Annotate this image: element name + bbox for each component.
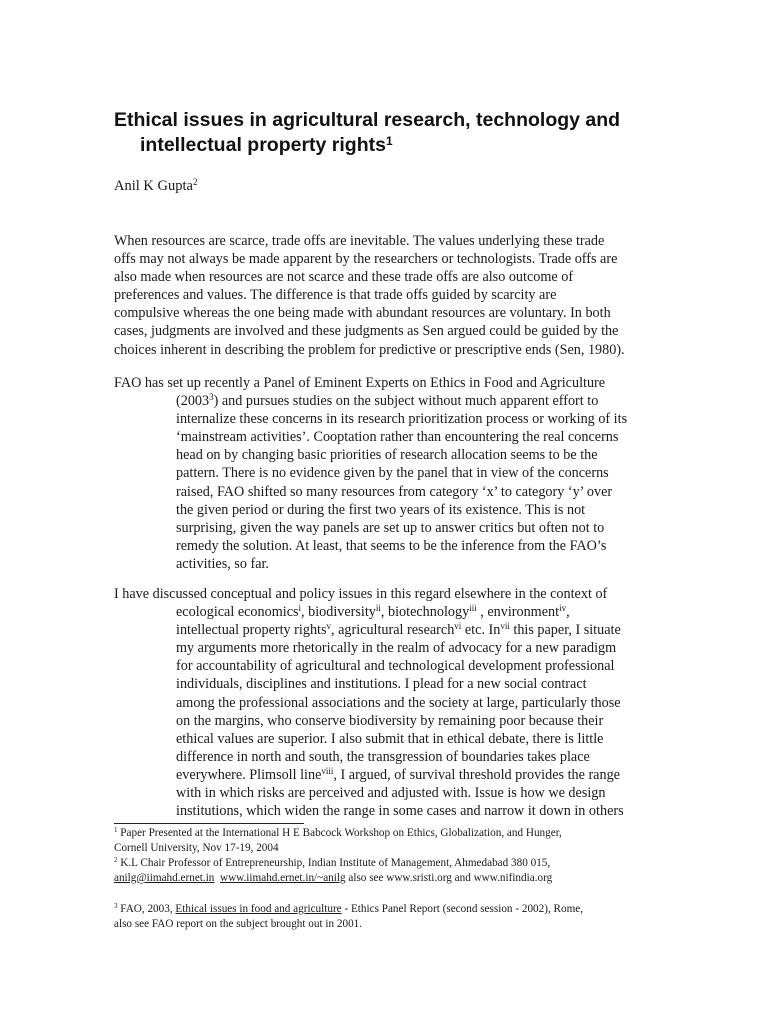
p2-line: head on by changing basic priorities of research allocation seems to be the [176, 447, 598, 464]
p3-line: for accountability of agricultural and technological development professional [176, 658, 615, 675]
p2-line: the given period or during the first two years of its existence. This is not [176, 501, 586, 518]
footnote-3: $^3$ FAO, 2003, Ethical issues in food and agriculture - Ethics Panel Report (second session - 2002), Rome, also see FAO report on the subject brought out in 2001. [114, 902, 584, 930]
footnote-ref-3: 3 [209, 392, 214, 403]
p1-line: offs may not always be made apparent by the researchers or technologists. Trade offs are [114, 251, 618, 268]
p2-line: FAO has set up recently a Panel of Eminent Experts on Ethics in Food and Agriculture [114, 375, 606, 391]
footnote-1: $^1$ Paper Presented at the International H E Babcock Workshop on Ethics, Globalization, and Hunger, Cornell University, Nov 17-19, 2004 [114, 826, 562, 854]
paragraph-3 [114, 585, 674, 820]
p3-line: everywhere. Plimsoll line$^{viii}$, I argued, of survival threshold provides the range [176, 765, 620, 783]
author-footnote-ref: 2 [192, 177, 198, 187]
author-name: Anil K Gupta [114, 178, 193, 194]
endnote-ref: viii [321, 765, 334, 776]
endnote-ref: i [298, 603, 302, 614]
paragraph-1 [114, 232, 674, 359]
title-line-1: Ethical issues in agricultural research, technology and [114, 109, 621, 131]
p3-line: individuals, disciplines and institutions. I plead for a new social contract [176, 676, 587, 693]
endnote-ref: iii [469, 603, 477, 614]
endnote-ref: vii [500, 621, 510, 632]
p1-line: cases, judgments are involved and these judgments as Sen argued could be guided by the [114, 323, 619, 340]
p3-line: on the margins, who conserve biodiversity by remaining poor because their [176, 712, 604, 729]
endnote-ref: ii [375, 603, 381, 614]
p3-line: intellectual property rights$^v$, agricultural research$^{vi}$ etc. In$^{vii}$ this paper, I situate [176, 621, 621, 639]
document-title [114, 108, 654, 158]
p2-line: ‘mainstream activities’. Cooptation rather than encountering the real concerns [176, 429, 619, 446]
p3-line: ecological economics$^i$, biodiversity$^{ii}$, biotechnology$^{iii}$ , environment$^{iv}$, [176, 603, 570, 621]
p1-line: When resources are scarce, trade offs are inevitable. The values underlying these trade [114, 233, 605, 249]
p2-line: surprising, given the way panels are set up to answer critics but often not to [176, 519, 605, 536]
website-link[interactable]: www.iimahd.ernet.in/~anilg [220, 872, 346, 884]
p2-line: internalize these concerns in its research prioritization process or working of its [176, 411, 628, 428]
p1-line: compulsive whereas the one being made with abundant resources are voluntary. In both [114, 305, 611, 322]
p3-line: ethical values are superior. I also submit that in ethical debate, there is little [176, 730, 604, 747]
report-title: Ethical issues in food and agriculture [175, 903, 342, 915]
email-link[interactable]: anilg@iimahd.ernet.in [114, 872, 215, 884]
p1-line: choices inherent in describing the problem for predictive or prescriptive ends (Sen, 1980). [114, 341, 625, 358]
footnote-marker: 1 [114, 826, 118, 834]
p3-line: among the professional associations and the society at large, particularly those [176, 694, 621, 711]
p3-line: with in which risks are perceived and adjusted with. Issue is how we design [176, 785, 606, 802]
title-line-2: intellectual property rights [140, 134, 386, 156]
p3-line: my arguments more rhetorically in the realm of advocacy for a new paradigm [176, 640, 617, 657]
endnote-ref: iv [559, 603, 567, 614]
p3-line: institutions, which widen the range in some cases and narrow it down in others [176, 803, 624, 820]
p3-line: difference in north and south, the transgression of boundaries takes place [176, 748, 590, 765]
title-footnote-ref: 1 [385, 134, 393, 148]
p2-line: remedy the solution. At least, that seems to be the inference from the FAO’s [176, 537, 607, 554]
footnote-marker: 2 [114, 856, 118, 864]
endnote-ref: v [326, 621, 331, 632]
footnote-separator [114, 823, 304, 824]
endnote-ref: vi [454, 621, 462, 632]
footnote-2: $^2$ K.L Chair Professor of Entrepreneurship, Indian Institute of Management, Ahmedabad 380 015, anilg@iimahd.ernet.in www.iimahd.ernet.in/~anilg also see www.sristi.org and www.nifindia.org [114, 856, 553, 884]
author-line [114, 177, 197, 195]
p1-line: also made when resources are not scarce and these trade offs are also outcome of [114, 269, 574, 286]
p3-line: I have discussed conceptual and policy issues in this regard elsewhere in the context of [114, 586, 608, 602]
footnote-marker: 3 [114, 902, 118, 910]
p2-line: (2003$^3$) and pursues studies on the subject without much apparent effort to [176, 392, 599, 410]
p1-line: preferences and values. The difference is that trade offs guided by scarcity are [114, 287, 557, 304]
p2-line: pattern. There is no evidence given by the panel that in view of the concerns [176, 465, 609, 482]
p2-line: raised, FAO shifted so many resources from category ‘x’ to category ‘y’ over [176, 483, 613, 500]
paragraph-2 [114, 374, 674, 573]
p2-line: activities, so far. [176, 555, 269, 572]
